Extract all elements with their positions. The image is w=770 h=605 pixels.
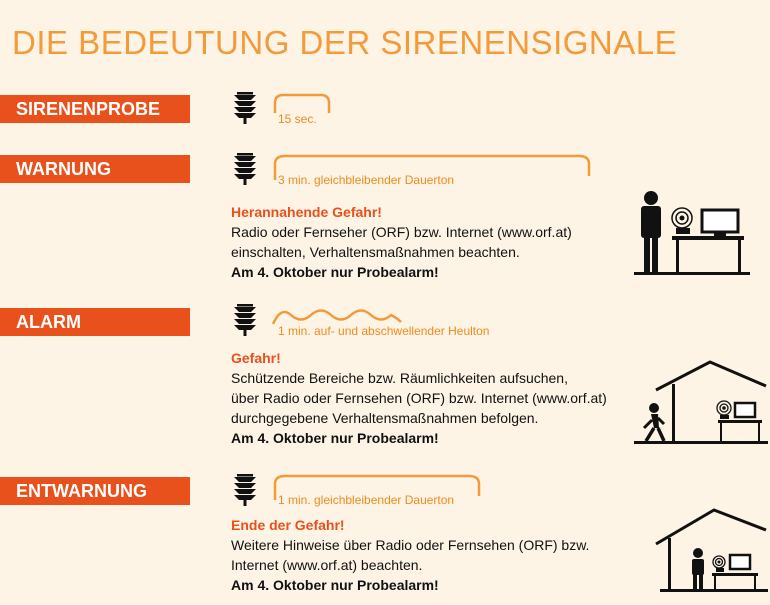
info-line: Radio oder Fernseher (ORF) bzw. Internet (www.orf.at) (231, 224, 572, 240)
section-heading: Herannahende Gefahr! (231, 204, 382, 220)
info-line: über Radio oder Fernsehen (ORF) bzw. Internet (www.orf.at) (231, 390, 607, 406)
probealarm-note: Am 4. Oktober nur Probealarm! (231, 430, 439, 446)
info-line: durchgegebene Verhaltensmaßnahmen befolgen. (231, 410, 539, 426)
siren-icon (233, 153, 257, 185)
section-label-warnung: WARNUNG (0, 155, 190, 183)
duration-text: 15 sec. (278, 112, 317, 126)
info-line: Internet (www.orf.at) beachten. (231, 557, 423, 573)
siren-icon (233, 92, 257, 124)
section-info-alarm (231, 348, 607, 448)
signal-short-constant (273, 93, 335, 113)
section-info-entwarnung (231, 515, 589, 595)
page-title: DIE BEDEUTUNG DER SIRENENSIGNALE (12, 24, 678, 61)
person-inside-house-illustration (654, 508, 768, 592)
probealarm-note: Am 4. Oktober nur Probealarm! (231, 264, 439, 280)
info-line: Schützende Bereiche bzw. Räumlichkeiten aufsuchen, (231, 370, 568, 386)
info-line: einschalten, Verhaltensmaßnahmen beachten. (231, 244, 520, 260)
section-info-warnung (231, 202, 572, 282)
info-line: Weitere Hinweise über Radio oder Fernsehen (ORF) bzw. (231, 537, 590, 553)
section-heading: Gefahr! (231, 350, 281, 366)
duration-text: 1 min. auf- und abschwellender Heulton (278, 324, 490, 338)
section-label-sirenenprobe: SIRENENPROBE (0, 95, 190, 123)
siren-icon (233, 474, 257, 506)
siren-icon (233, 304, 257, 336)
section-label-entwarnung: ENTWARNUNG (0, 477, 190, 505)
section-heading: Ende der Gefahr! (231, 517, 345, 533)
section-label-alarm: ALARM (0, 308, 190, 336)
signal-wave (271, 304, 405, 326)
person-walking-into-house-illustration (632, 360, 768, 444)
duration-text: 1 min. gleichbleibender Dauerton (278, 493, 455, 507)
duration-text: 3 min. gleichbleibender Dauerton (278, 173, 455, 187)
probealarm-note: Am 4. Oktober nur Probealarm! (231, 577, 439, 593)
person-with-radio-tv-illustration (630, 190, 750, 275)
